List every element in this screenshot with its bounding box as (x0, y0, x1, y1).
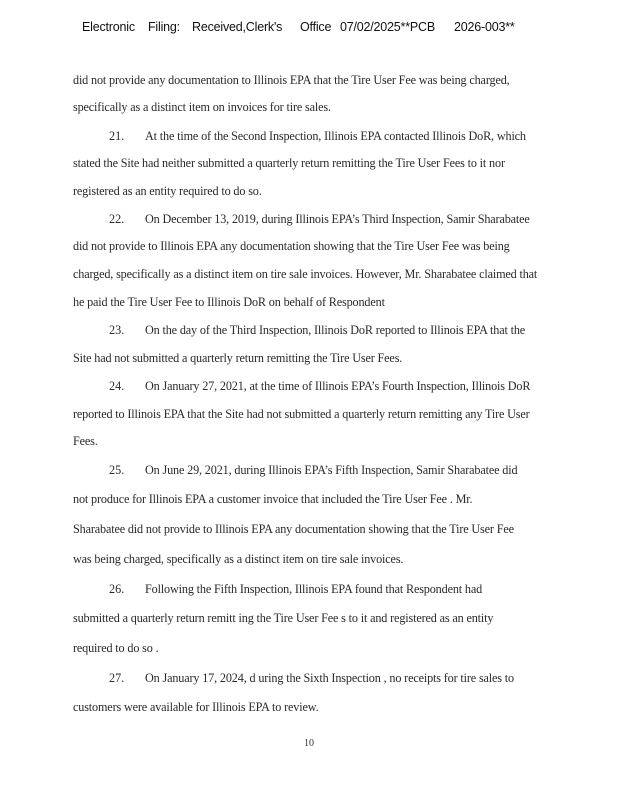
body-line: On December 13, 2019, during Illinois EPA’s Third Inspection, Samir Sharabatee (145, 212, 530, 226)
header-office: Office (300, 20, 332, 34)
body-line: stated the Site had neither submitted a quarterly return remitting the Tire User Fees to it nor (73, 156, 505, 170)
body-line: did not provide to Illinois EPA any documentation showing that the Tire User Fee was being (73, 239, 510, 253)
header-case-number: 2026-003** (454, 20, 515, 34)
paragraph-number: 26. (109, 582, 125, 596)
header-date: 07/02/2025**PCB (340, 20, 435, 34)
filing-header (82, 20, 515, 34)
body-line: not produce for Illinois EPA a customer invoice that included the Tire User Fee . Mr. (73, 492, 473, 506)
body-line: reported to Illinois EPA that the Site had not submitted a quarterly return remitting any Tire User (73, 407, 530, 421)
paragraph-number: 23. (109, 323, 125, 337)
body-line: On the day of the Third Inspection, Illinois DoR reported to Illinois EPA that the (145, 323, 526, 337)
paragraph-number: 27. (109, 671, 125, 685)
body-line: did not provide any documentation to Illinois EPA that the Tire User Fee was being charged, (73, 73, 510, 87)
paragraph-number: 22. (109, 212, 125, 226)
body-line: Following the Fifth Inspection, Illinois EPA found that Respondent had (145, 582, 483, 596)
body-line: Fees. (73, 434, 98, 448)
body-line: At the time of the Second Inspection, Illinois EPA contacted Illinois DoR, which (145, 129, 526, 143)
header-electronic: Electronic (82, 20, 135, 34)
body-line: customers were available for Illinois EPA to review. (73, 700, 319, 714)
header-filing: Filing: (148, 20, 180, 34)
body-line: On January 27, 2021, at the time of Illinois EPA’s Fourth Inspection, Illinois DoR (145, 379, 531, 393)
body-line: Site had not submitted a quarterly return remitting the Tire User Fees. (73, 351, 403, 365)
body-line: charged, specifically as a distinct item on tire sale invoices. However, Mr. Sharabatee claimed that (73, 267, 538, 281)
body-line: specifically as a distinct item on invoices for tire sales. (73, 100, 331, 114)
header-received: Received,Clerk's (192, 20, 283, 34)
paragraph-number: 21. (109, 129, 125, 143)
body-line: On June 29, 2021, during Illinois EPA’s Fifth Inspection, Samir Sharabatee did (145, 463, 518, 477)
body-line: required to do so . (73, 641, 159, 655)
body-line: Sharabatee did not provide to Illinois EPA any documentation showing that the Tire User Fee (73, 522, 514, 536)
body-line: On January 17, 2024, d uring the Sixth Inspection , no receipts for tire sales to (145, 671, 514, 685)
body-line: submitted a quarterly return remitt ing the Tire User Fee s to it and registered as an entity (73, 611, 494, 625)
body-line: registered as an entity required to do so. (73, 184, 262, 198)
paragraph-number: 24. (109, 379, 125, 393)
body-line: was being charged, specifically as a distinct item on tire sale invoices. (73, 552, 404, 566)
page-number: 10 (304, 738, 314, 749)
paragraph-number: 25. (109, 463, 125, 477)
body-line: he paid the Tire User Fee to Illinois DoR on behalf of Respondent (73, 295, 385, 309)
